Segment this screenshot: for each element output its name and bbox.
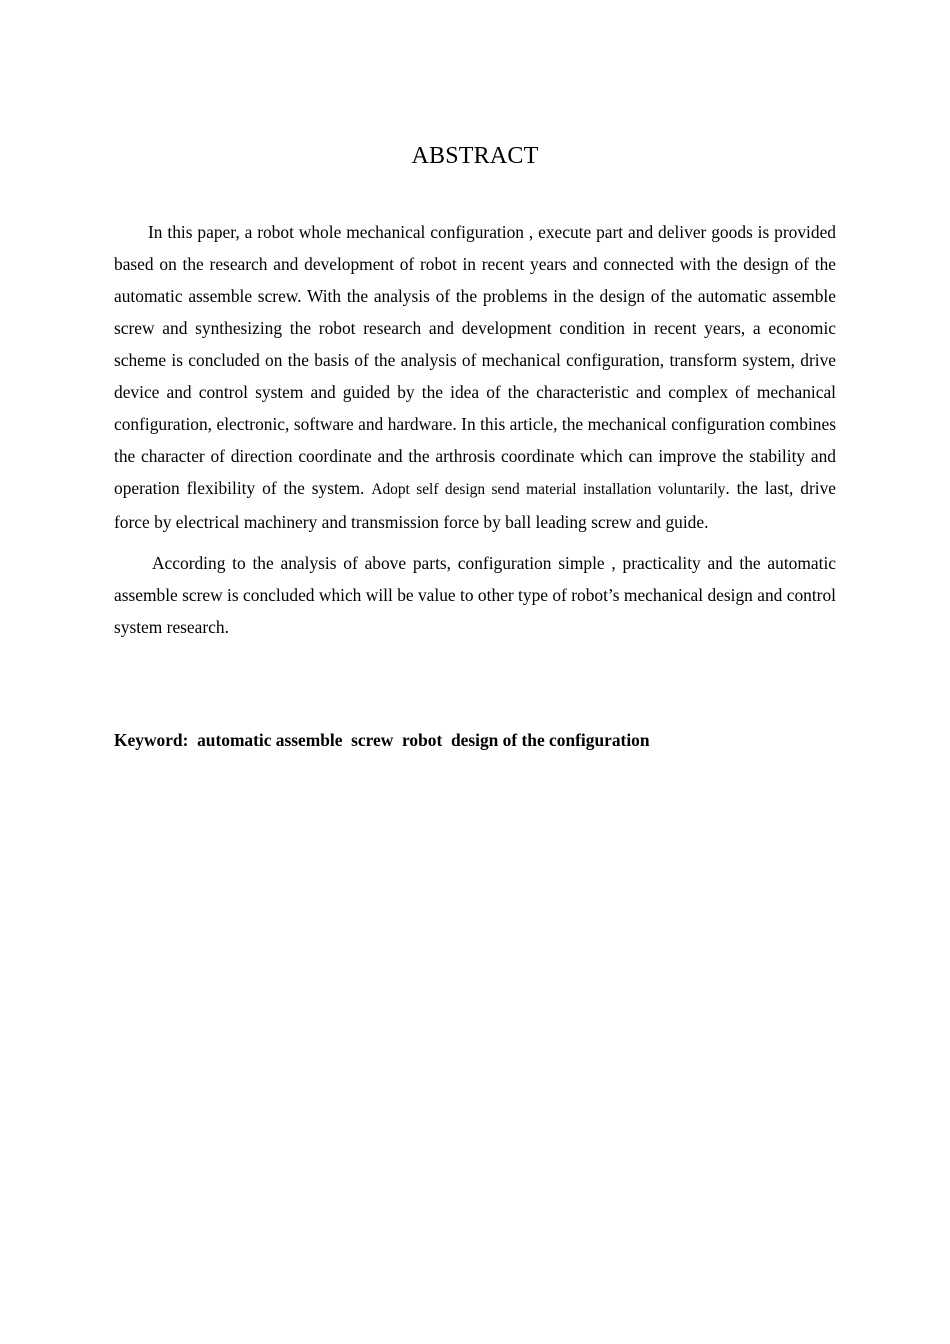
paragraph-1-text-a: In this paper, a robot whole mechanical configuration , execute part and deliver goods is provided based on the research and development of robot in recent years and connected with the design of the automatic assemble screw. With the analysis of the problems in the design of the automatic assemble screw and synthesizing the robot research and development condition in recent years, a economic scheme is concluded on the basis of the analysis of mechanical configuration, transform system, drive device and control system and guided by the idea of the characteristic and complex of mechanical configuration, electronic, software and hardware. In this article, the mechanical configuration combines the character of direction coordinate and the arthrosis coordinate which can improve the stability and operation flexibility of the system. <box>114 222 836 498</box>
keywords-list: automatic assemble screw robot design of the configuration <box>188 730 650 750</box>
paragraph-1-text-c: . the last, drive force by electrical machinery and transmission force by ball leading screw and guide. <box>114 478 836 532</box>
abstract-paragraph-2: According to the analysis of above parts, configuration simple , practicality and the automatic assemble screw is concluded which will be value to other type of robot’s mechanical design and control system research. <box>114 553 836 637</box>
abstract-paragraph-1 <box>114 216 836 538</box>
abstract-title: ABSTRACT <box>411 143 539 169</box>
keywords-label: Keyword: <box>114 730 189 750</box>
abstract-body <box>114 216 836 643</box>
paragraph-1-text-b: Adopt self design send material installation voluntarily <box>371 481 726 498</box>
keywords-line <box>114 724 836 756</box>
